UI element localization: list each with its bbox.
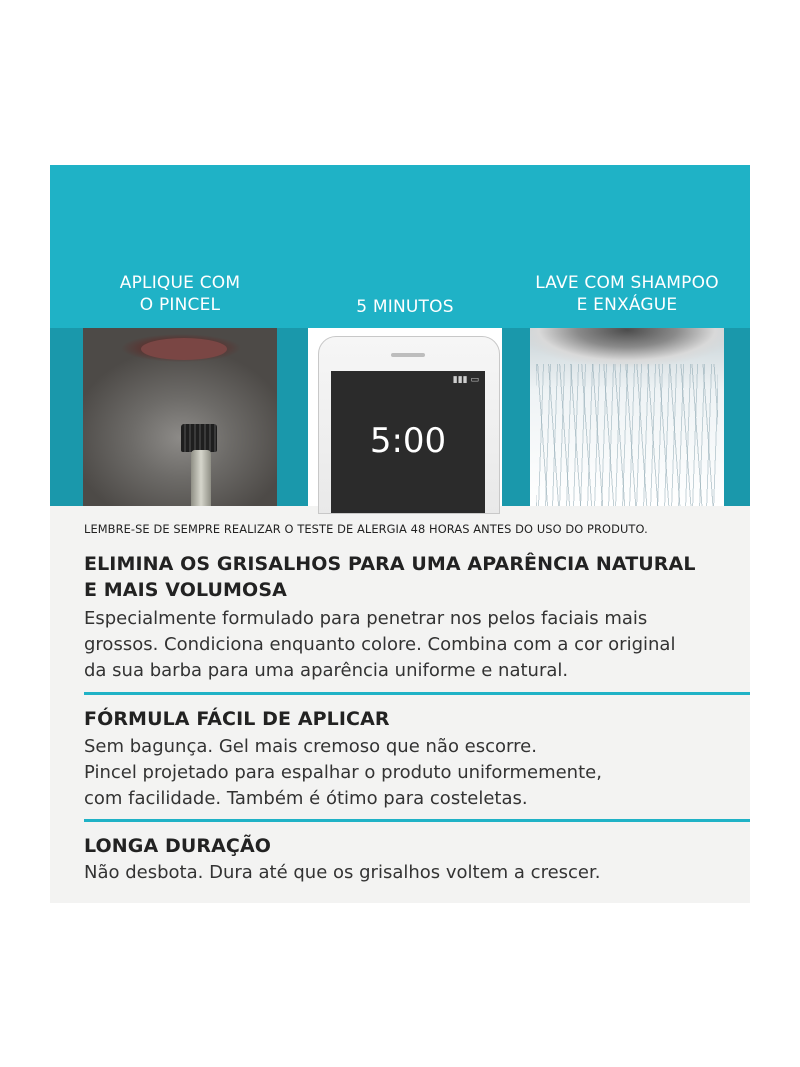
step-3-label-line2: E ENXÁGUE bbox=[576, 295, 678, 315]
section-1-title-line2: E MAIS VOLUMOSA bbox=[84, 579, 287, 601]
section-2-title bbox=[84, 706, 390, 732]
battery-icon: ▮▮▮ ▭ bbox=[452, 375, 479, 385]
timer-display: 5:00 bbox=[369, 421, 447, 461]
step-3-label-line1: LAVE COM SHAMPOO bbox=[535, 273, 719, 293]
brush-handle bbox=[191, 450, 211, 506]
section-2-line: com facilidade. Também é ótimo para costeletas. bbox=[84, 788, 528, 809]
beard-brush-photo bbox=[83, 328, 277, 506]
section-1-line: grossos. Condiciona enquanto colore. Combina com a cor original bbox=[84, 634, 676, 655]
section-divider bbox=[84, 819, 750, 822]
section-1-body bbox=[84, 606, 734, 684]
water-stream bbox=[536, 364, 718, 506]
section-2-line: Sem bagunça. Gel mais cremoso que não escorre. bbox=[84, 736, 537, 757]
step-1-label-line1: APLIQUE COM bbox=[119, 273, 241, 293]
shower-head-icon bbox=[530, 328, 724, 368]
section-3-body bbox=[84, 860, 734, 886]
step-2-label-line1: 5 MINUTOS bbox=[356, 297, 454, 317]
phone-timer bbox=[318, 336, 500, 514]
phone-speaker bbox=[391, 353, 425, 357]
shower-photo bbox=[530, 328, 724, 506]
step-1-label-line2: O PINCEL bbox=[139, 295, 221, 315]
section-3-title-line1: LONGA DURAÇÃO bbox=[84, 835, 272, 857]
section-1-line: Especialmente formulado para penetrar nos pelos faciais mais bbox=[84, 608, 648, 629]
section-1-title-line1: ELIMINA OS GRISALHOS PARA UMA APARÊNCIA NATURAL bbox=[84, 553, 696, 575]
section-3-title bbox=[84, 833, 271, 859]
step-1-label bbox=[83, 272, 277, 316]
section-2-title-line1: FÓRMULA FÁCIL DE APLICAR bbox=[84, 708, 390, 730]
step-2-label bbox=[308, 296, 502, 318]
beard-mouth bbox=[141, 338, 227, 360]
section-divider bbox=[84, 692, 750, 695]
section-1-title bbox=[84, 551, 696, 603]
section-1-line: da sua barba para uma aparência uniforme e natural. bbox=[84, 660, 569, 681]
phone-screen bbox=[331, 371, 485, 513]
brush-icon bbox=[181, 424, 217, 452]
section-3-line: Não desbota. Dura até que os grisalhos voltem a crescer. bbox=[84, 862, 601, 883]
allergy-test-notice: LEMBRE-SE DE SEMPRE REALIZAR O TESTE DE ALERGIA 48 HORAS ANTES DO USO DO PRODUTO. bbox=[84, 522, 648, 536]
section-2-body bbox=[84, 734, 734, 812]
section-2-line: Pincel projetado para espalhar o produto uniformemente, bbox=[84, 762, 602, 783]
step-3-label bbox=[520, 272, 734, 316]
